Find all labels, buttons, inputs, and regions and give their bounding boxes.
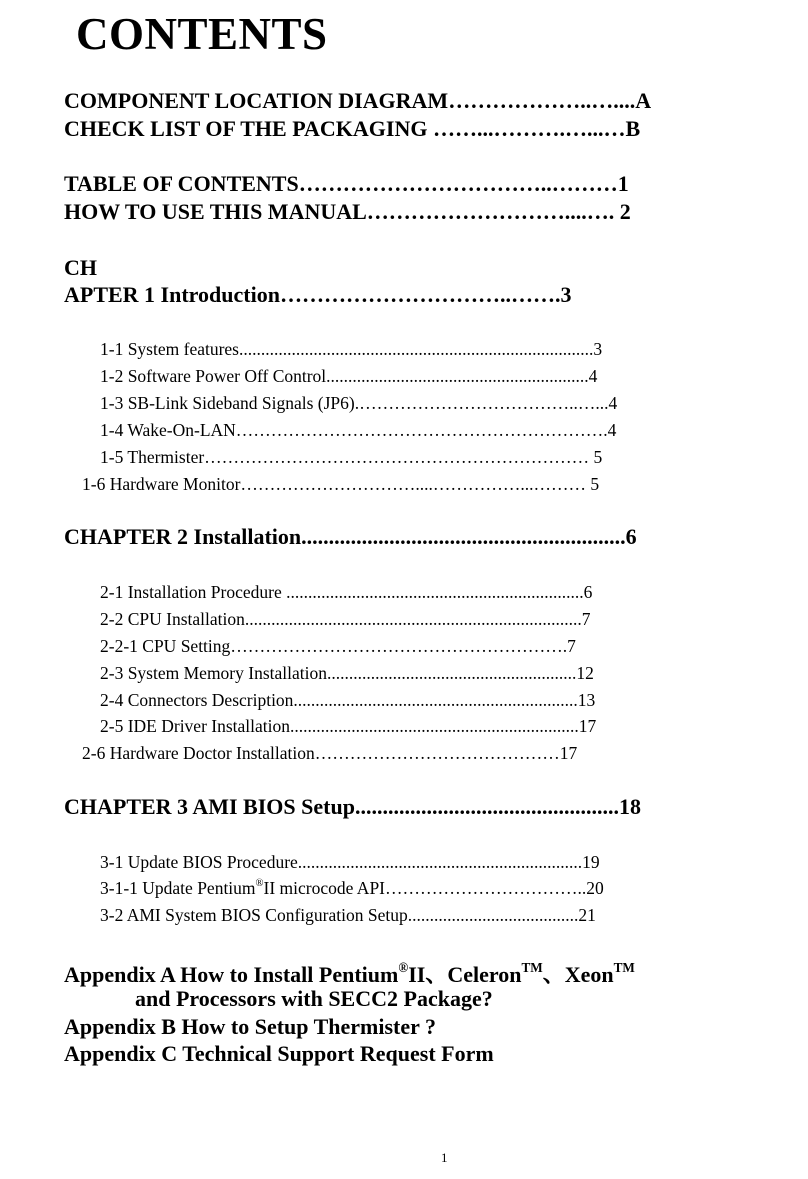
- trademark-mark: TM: [613, 960, 635, 976]
- toc-entry-check-list: CHECK LIST OF THE PACKAGING ……...……….…...…B: [64, 116, 641, 141]
- appendix-a-part3: 、Xeon: [542, 962, 614, 987]
- toc-entry-table-of-contents: TABLE OF CONTENTS……………………………..………1: [64, 171, 629, 196]
- toc-appendix-a-line2: and Processors with SECC2 Package?: [135, 986, 493, 1011]
- toc-section-3-1: 3-1 Update BIOS Procedure.................................................................19: [100, 852, 600, 872]
- toc-section-2-6: 2-6 Hardware Doctor Installation……………………………………17: [82, 743, 578, 763]
- toc-chapter1-fragment: CH: [64, 255, 97, 280]
- toc-section-1-1: 1-1 System features.................................................................................3: [100, 339, 603, 359]
- toc-section-2-3: 2-3 System Memory Installation.........................................................12: [100, 663, 594, 683]
- toc-section-1-6: 1-6 Hardware Monitor…………………………....……………...……… 5: [82, 474, 600, 494]
- toc-section-3-1-1-post: II microcode API……………………………..20: [263, 878, 604, 898]
- toc-section-2-5: 2-5 IDE Driver Installation..................................................................17: [100, 716, 597, 736]
- toc-section-1-4: 1-4 Wake-On-LAN……………………………………………………….4: [100, 420, 617, 440]
- toc-section-2-2: 2-2 CPU Installation.............................................................................7: [100, 609, 591, 629]
- toc-appendix-c: Appendix C Technical Support Request Form: [64, 1041, 494, 1066]
- toc-section-3-2: 3-2 AMI System BIOS Configuration Setup.......................................21: [100, 905, 596, 925]
- toc-section-2-1: 2-1 Installation Procedure ....................................................................6: [100, 582, 593, 602]
- toc-chapter3: CHAPTER 3 AMI BIOS Setup................................................18: [64, 794, 641, 819]
- toc-section-2-2-1: 2-2-1 CPU Setting………………………………………………….7: [100, 636, 576, 656]
- toc-section-1-5: 1-5 Thermister………………………………………………………… 5: [100, 447, 603, 467]
- toc-section-1-2: 1-2 Software Power Off Control............................................................4: [100, 366, 598, 386]
- registered-mark: ®: [398, 960, 409, 976]
- page-number: 1: [441, 1150, 448, 1165]
- toc-section-1-3: 1-3 SB-Link Sideband Signals (JP6).………………………………..…...4: [100, 393, 618, 413]
- toc-appendix-a: [64, 958, 635, 989]
- page-title: CONTENTS: [76, 9, 328, 59]
- trademark-mark: TM: [521, 960, 543, 976]
- registered-mark: ®: [255, 878, 264, 890]
- toc-entry-component-location: COMPONENT LOCATION DIAGRAM………………..…....A: [64, 88, 652, 113]
- appendix-a-part2: II、Celeron: [408, 962, 522, 987]
- toc-section-3-1-1-pre: 3-1-1 Update Pentium: [100, 878, 256, 898]
- toc-chapter2: CHAPTER 2 Installation...........................................................6: [64, 524, 637, 549]
- toc-section-2-4: 2-4 Connectors Description.................................................................13: [100, 690, 596, 710]
- toc-chapter1: APTER 1 Introduction…………………………..…….3: [64, 282, 572, 307]
- toc-appendix-b: Appendix B How to Setup Thermister ?: [64, 1014, 437, 1039]
- toc-entry-how-to-use: HOW TO USE THIS MANUAL………………………....…. 2: [64, 199, 631, 224]
- appendix-a-part1: Appendix A How to Install Pentium: [64, 962, 399, 987]
- toc-section-3-1-1: [100, 878, 604, 899]
